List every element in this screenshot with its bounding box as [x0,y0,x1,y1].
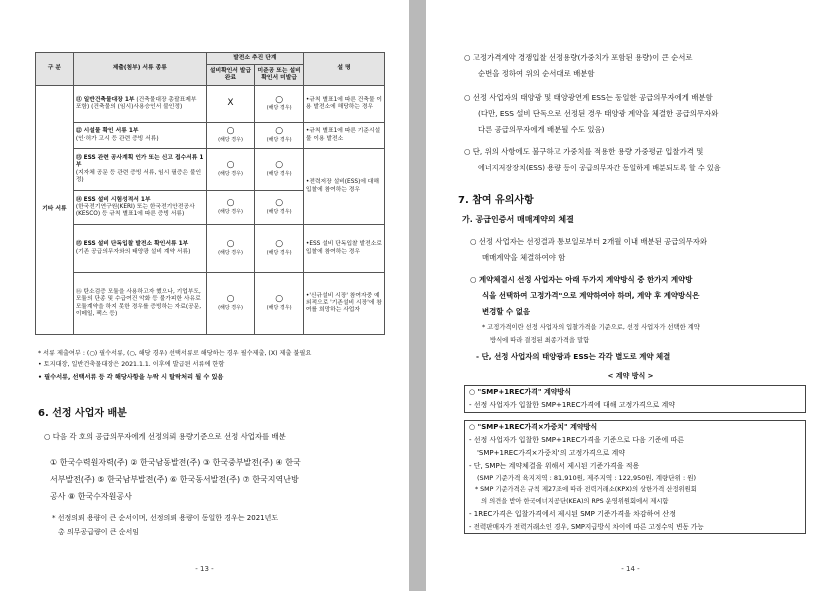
a2-note-line-2: 방식에 따라 결정된 최종가격을 말함 [490,337,590,344]
page-14 [426,0,835,591]
section-6-title: 6. 선정 사업자 배분 [38,408,127,419]
stage2-mark: ○ (해당 경우) [255,149,304,191]
doc-item: ⑬ ESS 관련 공사계획 인가 또는 신고 접수서류 1부 (지자체 공문 등 관련 증빙 서류, 임시 필증은 불인정) [73,149,206,191]
p2-line-2: (다만, ESS 설비 단독으로 선정된 경우 태양광 계약을 체결한 공급의무자와 [478,109,719,118]
a2-line-1: ○ 계약체결시 선정 사업자는 아래 두가지 계약방식 중 한가지 계약방 [470,275,693,284]
companies-line-2: 서부발전(주) ⑤ 한국남부발전(주) ⑥ 한국동서발전(주) ⑦ 한국지역난방 [50,475,299,484]
stage-header: 발전소 추진 단계 [206,53,303,65]
table-note-warning: • 필수서류, 선택서류 등 각 해당사항을 누락 시 탈락처리 될 수 있음 [38,374,224,381]
contract-method-box-1 [464,385,806,413]
doc-item: ⑮ ESS 설비 단독입찰 발전소 확인서류 1부 (기존 공급의무자와의 태양광 설비 계약 서류) [73,225,206,273]
stage1-mark: X [206,86,255,123]
required-documents-table [35,52,385,335]
page-13 [0,0,409,591]
box2-line: - 단, SMP는 계약체결을 위해서 제시된 기준가격을 적용 [469,461,640,470]
contract-method-box-2 [464,420,806,534]
doc-desc: •전력저장 설비(ESS)에 대해 입찰에 참여하는 경우 [303,149,384,225]
table-note-legend: * 서류 제출여부 : (○) 필수서류, (○, 해당 경우) 선택서류로 해당하는 경우 필수제출, (X) 제출 불필요 [38,350,312,357]
row-group-label: 기타 서류 [36,86,74,335]
box1-body: - 선정 사업자가 입찰한 SMP+1REC가격에 대해 고정가격으로 계약 [469,400,676,409]
col-stage1-header: 설비확인서 발급 완료 [206,65,255,86]
box2-line: (SMP 기준가격 육지지역 : 81,910원, 제주지역 : 122,950원, 계량단위 : 원) [477,474,697,483]
doc-item: ⑫ 시설물 확인 서류 1부 (인·허가 고시 등 관련 증빙 서류) [73,123,206,149]
companies-line-1: ① 한국수력원자력(주) ② 한국남동발전(주) ③ 한국중부발전(주) ④ 한국 [50,458,301,467]
companies-line-3: 공사 ⑧ 한국수자원공사 [50,492,132,501]
a2-line-2: 식을 선택하여 고정가격"으로 계약하여야 하며, 계약 후 계약방식은 [482,291,700,300]
p1-line-2: 순번을 정하여 위의 순서대로 배분함 [478,69,595,78]
page-number: - 14 - [621,565,640,573]
col-desc-header: 설 명 [303,53,384,86]
footnote-line-2: 총 의무공급량이 큰 순서임 [58,528,140,536]
box2-line: - 선정 사업자가 입찰한 SMP+1REC가격을 기준으로 다음 기준에 따른 [469,435,685,444]
p3-line-1: ○ 단, 위의 사항에도 불구하고 가중치를 적용한 용량 가중평균 입찰가격 및 [464,147,704,156]
stage1-mark: ○ (해당 경우) [206,149,255,191]
doc-desc: •규칙 별표1에 따른 건축물 이용 발전소에 해당하는 경우 [303,86,384,123]
box2-line: 의 의견을 받아 한국에너지공단(KEA)의 RPS 운영위원회에서 제시함 [481,498,669,506]
a1-line-2: 매매계약을 체결하여야 함 [482,253,566,262]
stage1-mark: ○ (해당 경우) [206,225,255,273]
contract-method-title: < 계약 방식 > [607,372,654,380]
doc-item: ⑯ 탄소검증 모듈을 사용하고자 했으나, 기업부도, 모듈의 단종 및 수급여건 악화 등 불가피한 사유로 모듈계약을 하지 못한 경우를 증빙하는 자료(공문, 이메일, 팩스 등) [73,273,206,335]
table-note-date: • 토지대장, 일반건축물대장은 2021.1.1. 이후에 발급된 서류에 한함 [38,361,225,368]
footnote-line-1: * 선정의뢰 용량이 큰 순서이며, 선정의뢰 용량이 동일한 경우는 2021년도 [52,514,279,522]
doc-item: ⑭ ESS 설비 시험성적서 1부 (한국전기연구원(KERI) 또는 한국전기안전공사(KESCO) 등 규칙 별표1에 따른 증빙 서류) [73,191,206,225]
p3-line-2: 에너지저장장치(ESS) 용량 등이 공급의무자간 동일하게 배분되도록 할 수 있음 [478,163,721,172]
doc-item: ⑪ 일반건축물대장 1부 (건축물대장 총괄표제부 포함) (건축물의 (임시)사용승인서 불인정) [73,86,206,123]
stage1-mark: ○ (해당 경우) [206,191,255,225]
stage1-mark: ○ (해당 경우) [206,273,255,335]
box2-line: 'SMP+1REC가격×가중치'의 고정가격으로 계약 [477,448,626,457]
doc-desc: •규칙 별표1에 따른 기준시설물 이용 발전소 [303,123,384,149]
page-number: - 13 - [195,565,214,573]
stage2-mark: ○ (해당 경우) [255,123,304,149]
box2-line: * SMP 기준가격은 규칙 제27조에 따라 전력거래소(KPX)의 상한가격 산정위원회 [475,486,697,494]
section-7-title: 7. 참여 유의사항 [458,195,534,206]
a1-line-1: ○ 선정 사업자는 선정결과 통보일로부터 2개월 이내 배분된 공급의무자와 [470,237,707,246]
box2-head: ○ "SMP+1REC가격×가중치" 계약방식 [469,423,598,431]
p1-line-1: ○ 고정가격계약 경쟁입찰 선정용량(가중치가 포함된 용량)이 큰 순서로 [464,53,693,62]
section-6-intro: ○ 다음 각 호의 공급의무자에게 선정의뢰 용량기준으로 선정 사업자를 배분 [44,432,286,441]
doc-desc: •'신규설비 시장' 참여자중 예외적으로 '기존설비 시장'에 참여를 희망하는 사업자 [303,273,384,335]
col-docs-header: 제출(첨부) 서류 종류 [73,53,206,86]
p2-line-3: 다른 공급의무자에게 배분될 수도 있음) [478,125,605,134]
p2-line-1: ○ 선정 사업자의 태양광 및 태양광연계 ESS는 동일한 공급의무자에게 배분함 [464,93,713,102]
stage2-mark: ○ (해당 경우) [255,273,304,335]
col-category-header: 구 분 [36,53,74,86]
a2-note-line-1: * 고정가격이란 선정 사업자의 입찰가격을 기준으로, 선정 사업자가 선택한 계약 [482,324,700,331]
doc-desc: •ESS 설비 단독입찰 발전소로 입찰에 참여하는 경우 [303,225,384,273]
col-stage2-header: 미준공 또는 설비확인서 미발급 [255,65,304,86]
box2-line: - 1REC가격은 입찰가격에서 제시된 SMP 기준가격을 차감하여 산정 [469,509,676,518]
box2-line: - 전력판매자가 전력거래소인 경우, SMP지급방식 차이에 따른 고정수익 변동 가능 [469,522,704,531]
a2-line-3: 변경할 수 없음 [482,307,530,316]
stage1-mark: ○ (해당 경우) [206,123,255,149]
a3-separate-contract: - 단, 선정 사업자의 태양광과 ESS는 각각 별도로 계약 체결 [476,352,671,361]
stage2-mark: ○ (해당 경우) [255,191,304,225]
stage2-mark: ○ (해당 경우) [255,86,304,123]
box1-head: ○ "SMP+1REC가격" 계약방식 [469,388,572,396]
stage2-mark: ○ (해당 경우) [255,225,304,273]
sub-section-a: 가. 공급인증서 매매계약의 체결 [462,215,574,224]
